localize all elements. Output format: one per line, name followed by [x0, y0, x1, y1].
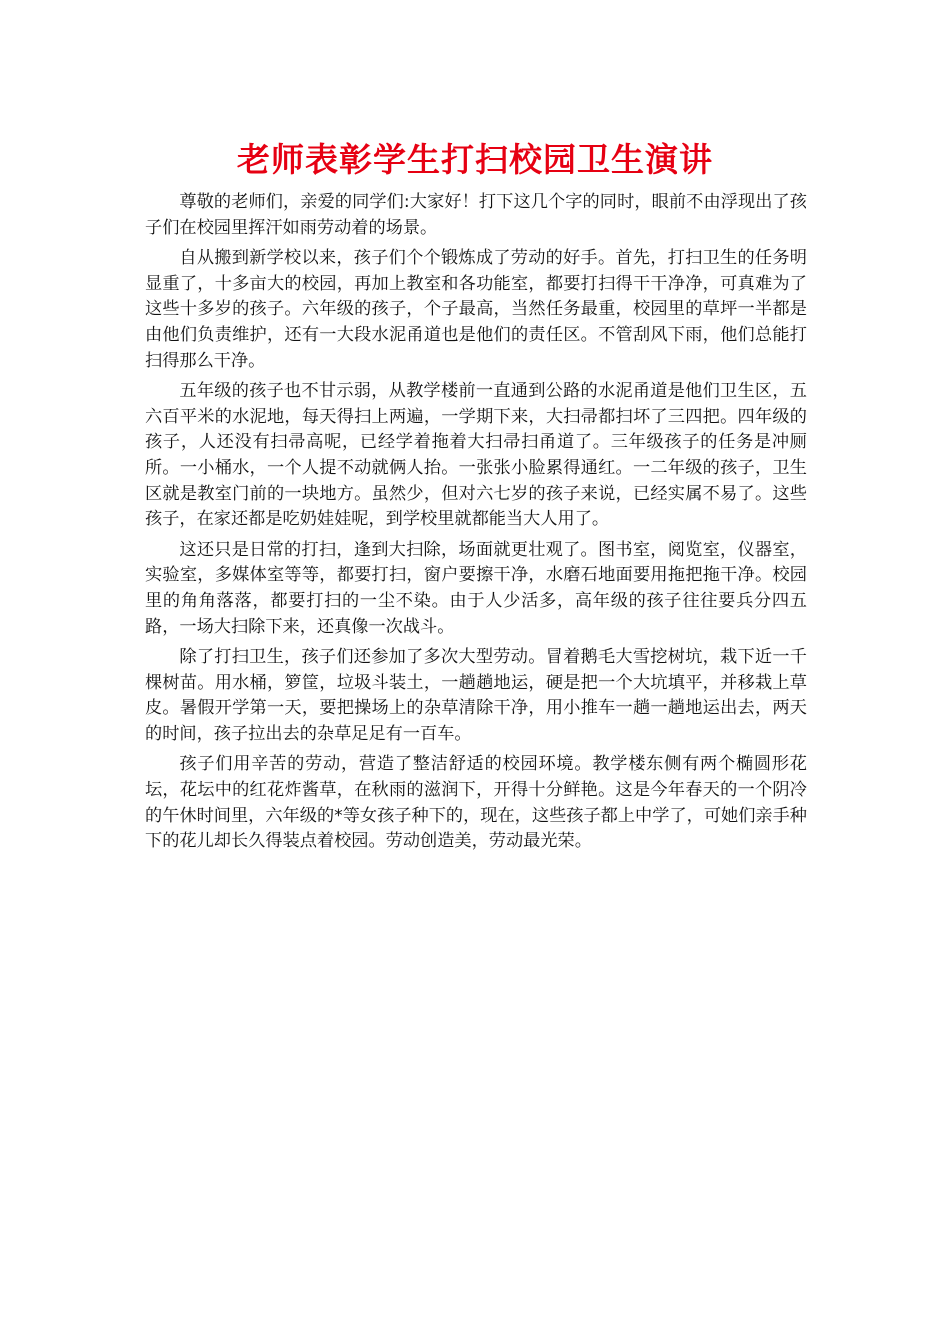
paragraph-grade-five: 五年级的孩子也不甘示弱，从教学楼前一直通到公路的水泥甬道是他们卫生区，五六百平米的水泥地，每天得扫上两遍，一学期下来，大扫帚都扫坏了三四把。四年级的孩子，人还没有扫帚高呢，已经学着拖着大扫帚扫甬道了。三年级孩子的任务是冲厕所。一小桶水，一个人提不动就俩人抬。一张张小脸累得通红。一二年级的孩子，卫生区就是教室门前的一块地方。虽然少，但对六七岁的孩子来说，已经实属不易了。这些孩子，在家还都是吃奶娃娃呢，到学校里就都能当大人用了。: [145, 381, 807, 530]
paragraph-conclusion: 孩子们用辛苦的劳动，营造了整洁舒适的校园环境。教学楼东侧有两个椭圆形花坛，花坛中的红花炸酱草，在秋雨的滋润下，开得十分鲜艳。这是今年春天的一个阴冷的午休时间里，六年级的*等女孩子种下的，现在，这些孩子都上中学了，可她们亲手种下的花儿却长久得装点着校园。劳动创造美，劳动最光荣。: [145, 754, 807, 852]
paragraph-greeting: 尊敬的老师们，亲爱的同学们:大家好！打下这几个字的同时，眼前不由浮现出了孩子们在校园里挥汗如雨劳动着的场景。: [145, 192, 807, 238]
document-title: 老师表彰学生打扫校园卫生演讲: [237, 140, 713, 179]
paragraph-new-school: 自从搬到新学校以来，孩子们个个锻炼成了劳动的好手。首先，打扫卫生的任务明显重了，十多亩大的校园，再加上教室和各功能室，都要打扫得干干净净，可真难为了这些十多岁的孩子。六年级的孩子，个子最高，当然任务最重，校园里的草坪一半都是由他们负责维护，还有一大段水泥甬道也是他们的责任区。不管刮风下雨，他们总能打扫得那么干净。: [145, 248, 807, 371]
document-body: [145, 190, 807, 860]
paragraph-labor: 除了打扫卫生，孩子们还参加了多次大型劳动。冒着鹅毛大雪挖树坑，栽下近一千棵树苗。用水桶，箩筐，垃圾斗装土，一趟趟地运，硬是把一个大坑填平，并移栽上草皮。暑假开学第一天，要把操场上的杂草清除干净，用小推车一趟一趟地运出去，两天的时间，孩子拉出去的杂草足足有一百车。: [145, 647, 807, 744]
paragraph-big-cleaning: 这还只是日常的打扫，逢到大扫除，场面就更壮观了。图书室，阅览室，仪器室，实验室，多媒体室等等，都要打扫，窗户要擦干净，水磨石地面要用拖把拖干净。校园里的角角落落，都要打扫的一尘不染。由于人少活多，高年级的孩子往往要兵分四五路，一场大扫除下来，还真像一次战斗。: [145, 539, 807, 637]
